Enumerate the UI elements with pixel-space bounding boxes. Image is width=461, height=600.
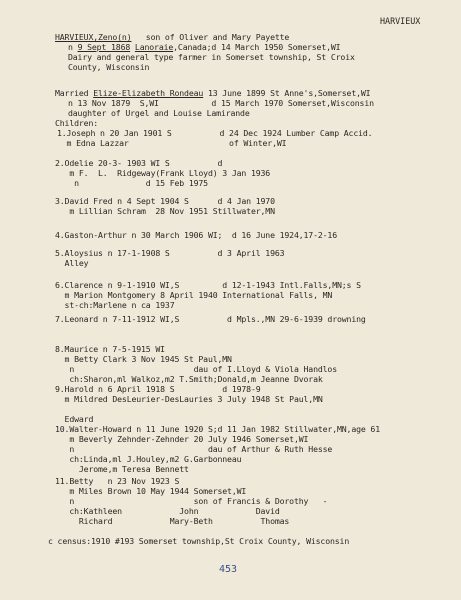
child-line: 3.David Fred n 4 Sept 1904 S d 4 Jan 1970	[55, 196, 275, 206]
child-line: ch:Kathleen John David	[55, 506, 280, 516]
subject-birth-line: n 9 Sept 1868 Lanoraie,Canada;d 14 March 1950 Somerset,WI	[68, 42, 341, 52]
child-line: Richard Mary-Beth Thomas	[55, 516, 290, 526]
child-line: st-ch:Marlene n ca 1937	[55, 300, 175, 310]
child-line: 9.Harold n 6 April 1918 S d 1978-9	[55, 384, 261, 394]
child-line: 11.Betty n 23 Nov 1923 S	[55, 476, 180, 486]
child-line: m Beverly Zehnder-Zehnder 20 July 1946 Somerset,WI	[55, 434, 309, 444]
child-line: Edward	[55, 414, 94, 424]
subject-occupation-2: County, Wisconsin	[68, 62, 150, 72]
child-line: n dau of I.Lloyd & Viola Handlos	[55, 364, 337, 374]
child-line: 6.Clarence n 9-1-1910 WI,S d 12-1-1943 Intl.Falls,MN;s S	[55, 280, 361, 290]
page-number: 453	[219, 564, 238, 575]
child-line: m Marion Montgomery 8 April 1940 International Falls, MN	[55, 290, 333, 300]
child-line: n son of Francis & Dorothy -	[55, 496, 328, 506]
child-line: 2.Odelie 20-3- 1903 WI S d	[55, 158, 223, 168]
child-line: 5.Aloysius n 17-1-1908 S d 3 April 1963	[55, 248, 285, 258]
subject-parents: son of Oliver and Mary Payette	[131, 32, 290, 42]
child-line: 1.Joseph n 20 Jan 1901 S d 24 Dec 1924 Lumber Camp Accid.	[57, 128, 373, 138]
child-line: m Edna Lazzar of Winter,WI	[57, 138, 287, 148]
child-line: 8.Maurice n 7-5-1915 WI	[55, 344, 165, 354]
subject-name: HARVIEUX,Zeno(n)	[55, 32, 132, 42]
child-line: 4.Gaston-Arthur n 30 March 1906 WI; d 16 June 1924,17-2-16	[55, 230, 337, 240]
child-line: m F. L. Ridgeway(Frank Lloyd) 3 Jan 1936	[55, 168, 271, 178]
census-note: c census:1910 #193 Somerset township,St Croix County, Wisconsin	[48, 536, 350, 546]
child-line: m Miles Brown 10 May 1944 Somerset,WI	[55, 486, 247, 496]
child-line: m Betty Clark 3 Nov 1945 St Paul,MN	[55, 354, 232, 364]
subject-occupation: Dairy and general type farmer in Somerset township, St Croix	[68, 52, 355, 62]
child-line: ch:Linda,ml J.Houley,m2 G.Garbonneau	[55, 454, 242, 464]
birth-place: Lanoraie	[134, 42, 174, 52]
spouse-name: Elize-Elizabeth Rondeau	[93, 88, 204, 98]
child-line: 7.Leonard n 7-11-1912 WI,S d Mpls.,MN 29-6-1939 drowning	[55, 314, 366, 324]
child-line: n dau of Arthur & Ruth Hesse	[55, 444, 333, 454]
birth-date: 9 Sept 1868	[77, 42, 131, 52]
child-line: n d 15 Feb 1975	[55, 178, 208, 188]
children-label: Children:	[55, 118, 99, 128]
page-header-surname: HARVIEUX	[380, 16, 421, 26]
child-line: Alley	[55, 258, 89, 268]
child-line: m Mildred DesLeurier-DesLauries 3 July 1948 St Paul,MN	[55, 394, 323, 404]
child-line: m Lillian Schram 28 Nov 1951 Stillwater,MN	[55, 206, 275, 216]
marriage-line: Married Elize-Elizabeth Rondeau 13 June 1899 St Anne's,Somerset,WI	[55, 88, 371, 98]
child-line: 10.Walter-Howard n 11 June 1920 S;d 11 Jan 1982 Stillwater,MN,age 61	[55, 424, 380, 434]
child-line: ch:Sharon,ml Walkoz,m2 T.Smith;Donald,m Jeanne Dvorak	[55, 374, 323, 384]
child-line: Jerome,m Teresa Bennett	[55, 464, 189, 474]
subject-line	[55, 32, 289, 42]
spouse-birth-death: n 13 Nov 1879 S,WI d 15 March 1970 Somerset,Wisconsin	[68, 98, 374, 108]
spouse-parents: daughter of Urgel and Louise Lamirande	[68, 108, 250, 118]
